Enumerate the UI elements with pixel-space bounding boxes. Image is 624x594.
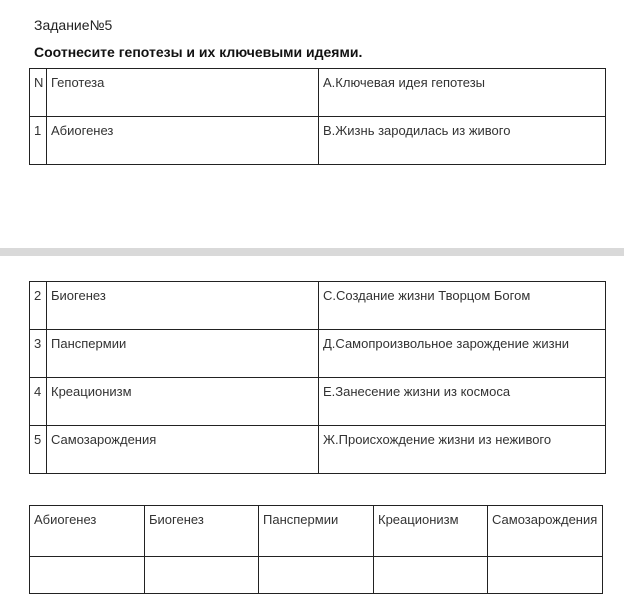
row-key-idea: Д.Самопроизвольное зарождение жизни [319,330,606,378]
row-number: 1 [30,117,47,165]
row-hypothesis: Креационизм [47,378,319,426]
row-hypothesis: Панспермии [47,330,319,378]
row-key-idea: Ж.Происхождение жизни из неживого [319,426,606,474]
header-key-idea: А.Ключевая идея гепотезы [319,69,606,117]
header-hypothesis: Гепотеза [47,69,319,117]
task-instruction: Соотнесите гепотезы и их ключевыми идеями. [34,44,363,60]
table-row [30,117,606,165]
hypothesis-table-bottom [29,281,606,474]
answer-row [30,557,603,594]
table-row [30,282,606,330]
answer-cell[interactable] [145,557,259,594]
row-number: 5 [30,426,47,474]
answer-header: Биогенез [145,506,259,557]
answer-header: Панспермии [259,506,374,557]
answer-header-row [30,506,603,557]
task-title: Задание№5 [34,17,113,33]
row-hypothesis: Биогенез [47,282,319,330]
row-key-idea: Е.Занесение жизни из космоса [319,378,606,426]
answer-header: Креационизм [374,506,488,557]
table-row [30,426,606,474]
table-header-row [30,69,606,117]
answer-cell[interactable] [488,557,603,594]
row-key-idea: В.Жизнь зародилась из живого [319,117,606,165]
header-number: N [30,69,47,117]
row-number: 4 [30,378,47,426]
table-row [30,378,606,426]
answer-cell[interactable] [374,557,488,594]
hypothesis-table-top [29,68,606,165]
answer-table [29,505,603,594]
page-break-divider [0,248,624,256]
answer-header: Самозарождения [488,506,603,557]
row-hypothesis: Самозарождения [47,426,319,474]
answer-header: Абиогенез [30,506,145,557]
row-key-idea: С.Создание жизни Творцом Богом [319,282,606,330]
row-number: 2 [30,282,47,330]
answer-cell[interactable] [259,557,374,594]
row-hypothesis: Абиогенез [47,117,319,165]
row-number: 3 [30,330,47,378]
answer-cell[interactable] [30,557,145,594]
table-row [30,330,606,378]
